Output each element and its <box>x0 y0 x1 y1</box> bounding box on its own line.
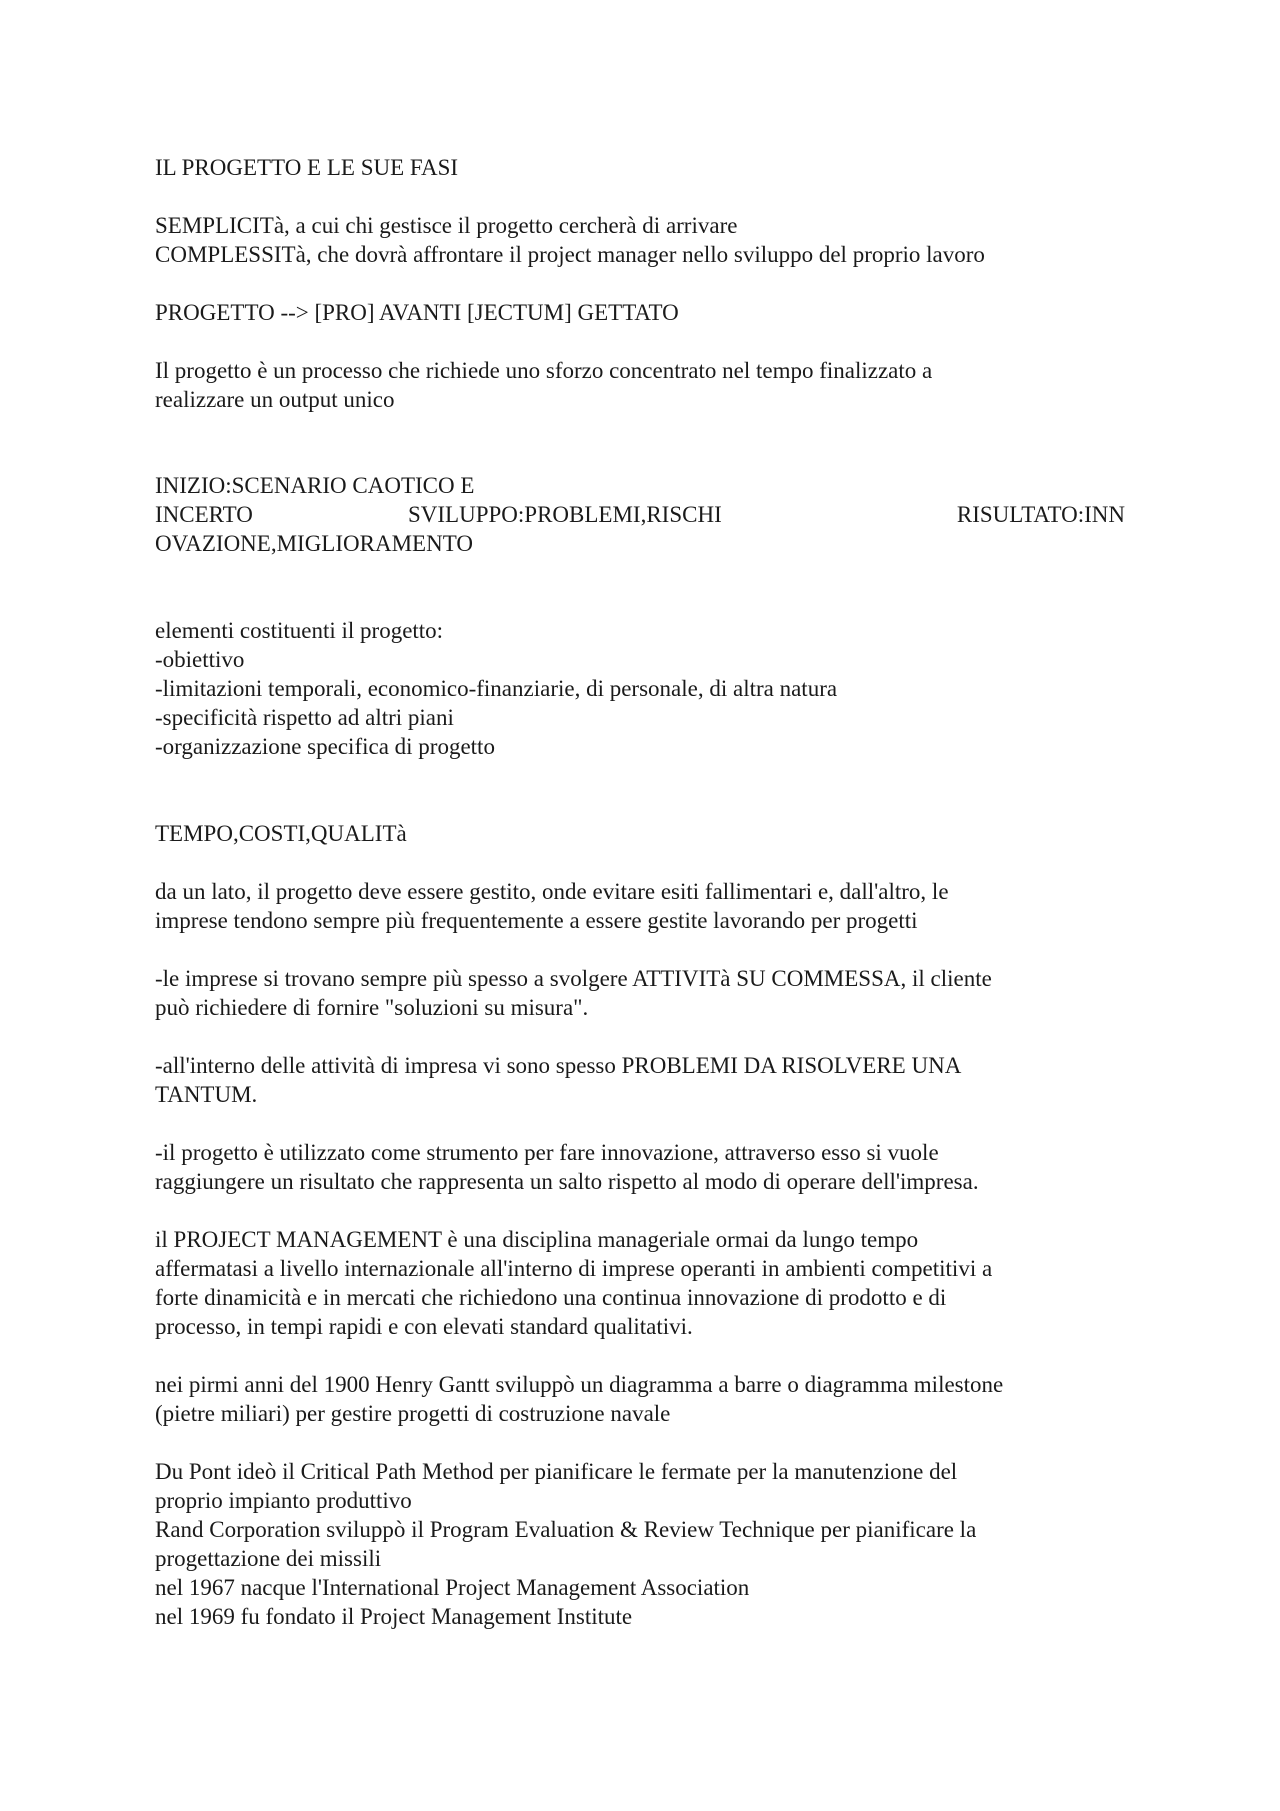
phases-line-3: OVAZIONE,MIGLIORAMENTO <box>155 531 473 556</box>
paragraph-line: raggiungere un risultato che rappresenta un salto rispetto al modo di operare dell'impresa. <box>155 1169 979 1194</box>
phase-development: SVILUPPO:PROBLEMI,RISCHI <box>408 502 722 527</box>
etymology-line: PROGETTO --> [PRO] AVANTI [JECTUM] GETTATO <box>155 300 679 325</box>
paragraph-line: -all'interno delle attività di impresa vi sono spesso PROBLEMI DA RISOLVERE UNA <box>155 1053 962 1078</box>
definition-line: realizzare un output unico <box>155 387 395 412</box>
phases-line-1: INIZIO:SCENARIO CAOTICO E <box>155 473 475 498</box>
paragraph-line: proprio impianto produttivo <box>155 1488 412 1513</box>
paragraph-line: (pietre miliari) per gestire progetti di costruzione navale <box>155 1401 671 1426</box>
phase-start-cont: INCERTO <box>155 502 253 527</box>
paragraph-line: nel 1967 nacque l'International Project Management Association <box>155 1575 750 1600</box>
phase-result: RISULTATO:INN <box>956 502 1125 527</box>
paragraph-line: il PROJECT MANAGEMENT è una disciplina manageriale ormai da lungo tempo <box>155 1227 919 1252</box>
list-item: -organizzazione specifica di progetto <box>155 734 495 759</box>
paragraph-line: nei pirmi anni del 1900 Henry Gantt sviluppò un diagramma a barre o diagramma milestone <box>155 1372 1004 1397</box>
paragraph-line: affermatasi a livello internazionale all'interno di imprese operanti in ambienti competitivi a <box>155 1256 993 1281</box>
list-item: -limitazioni temporali, economico-finanziarie, di personale, di altra natura <box>155 676 838 701</box>
paragraph-line: Du Pont ideò il Critical Path Method per pianificare le fermate per la manutenzione del <box>155 1459 958 1484</box>
paragraph-line: può richiedere di fornire "soluzioni su misura". <box>155 995 589 1020</box>
paragraph-line: processo, in tempi rapidi e con elevati standard qualitativi. <box>155 1314 693 1339</box>
paragraph-line: forte dinamicità e in mercati che richiedono una continua innovazione di prodotto e di <box>155 1285 947 1310</box>
paragraph-line: imprese tendono sempre più frequentemente a essere gestite lavorando per progetti <box>155 908 918 933</box>
list-item: -specificità rispetto ad altri piani <box>155 705 454 730</box>
paragraph-line: progettazione dei missili <box>155 1546 382 1571</box>
definition-line: Il progetto è un processo che richiede uno sforzo concentrato nel tempo finalizzato a <box>155 358 933 383</box>
list-item: -obiettivo <box>155 647 245 672</box>
paragraph-line: -il progetto è utilizzato come strumento per fare innovazione, attraverso esso si vuole <box>155 1140 939 1165</box>
paragraph-line: nel 1969 fu fondato il Project Management Institute <box>155 1604 633 1629</box>
phases-line-2 <box>155 500 1125 529</box>
document-title: IL PROGETTO E LE SUE FASI <box>155 155 459 180</box>
triad-line: TEMPO,COSTI,QUALITà <box>155 821 407 846</box>
paragraph-line: TANTUM. <box>155 1082 258 1107</box>
paragraph-line: -le imprese si trovano sempre più spesso a svolgere ATTIVITà SU COMMESSA, il cliente <box>155 966 992 991</box>
intro-line: COMPLESSITà, che dovrà affrontare il project manager nello sviluppo del proprio lavoro <box>155 242 985 267</box>
paragraph-line: Rand Corporation sviluppò il Program Evaluation & Review Technique per pianificare la <box>155 1517 977 1542</box>
intro-line: SEMPLICITà, a cui chi gestisce il progetto cercherà di arrivare <box>155 213 738 238</box>
paragraph-line: da un lato, il progetto deve essere gestito, onde evitare esiti fallimentari e, dall'altro, le <box>155 879 949 904</box>
document-body <box>155 153 1125 1631</box>
elements-heading: elementi costituenti il progetto: <box>155 618 444 643</box>
